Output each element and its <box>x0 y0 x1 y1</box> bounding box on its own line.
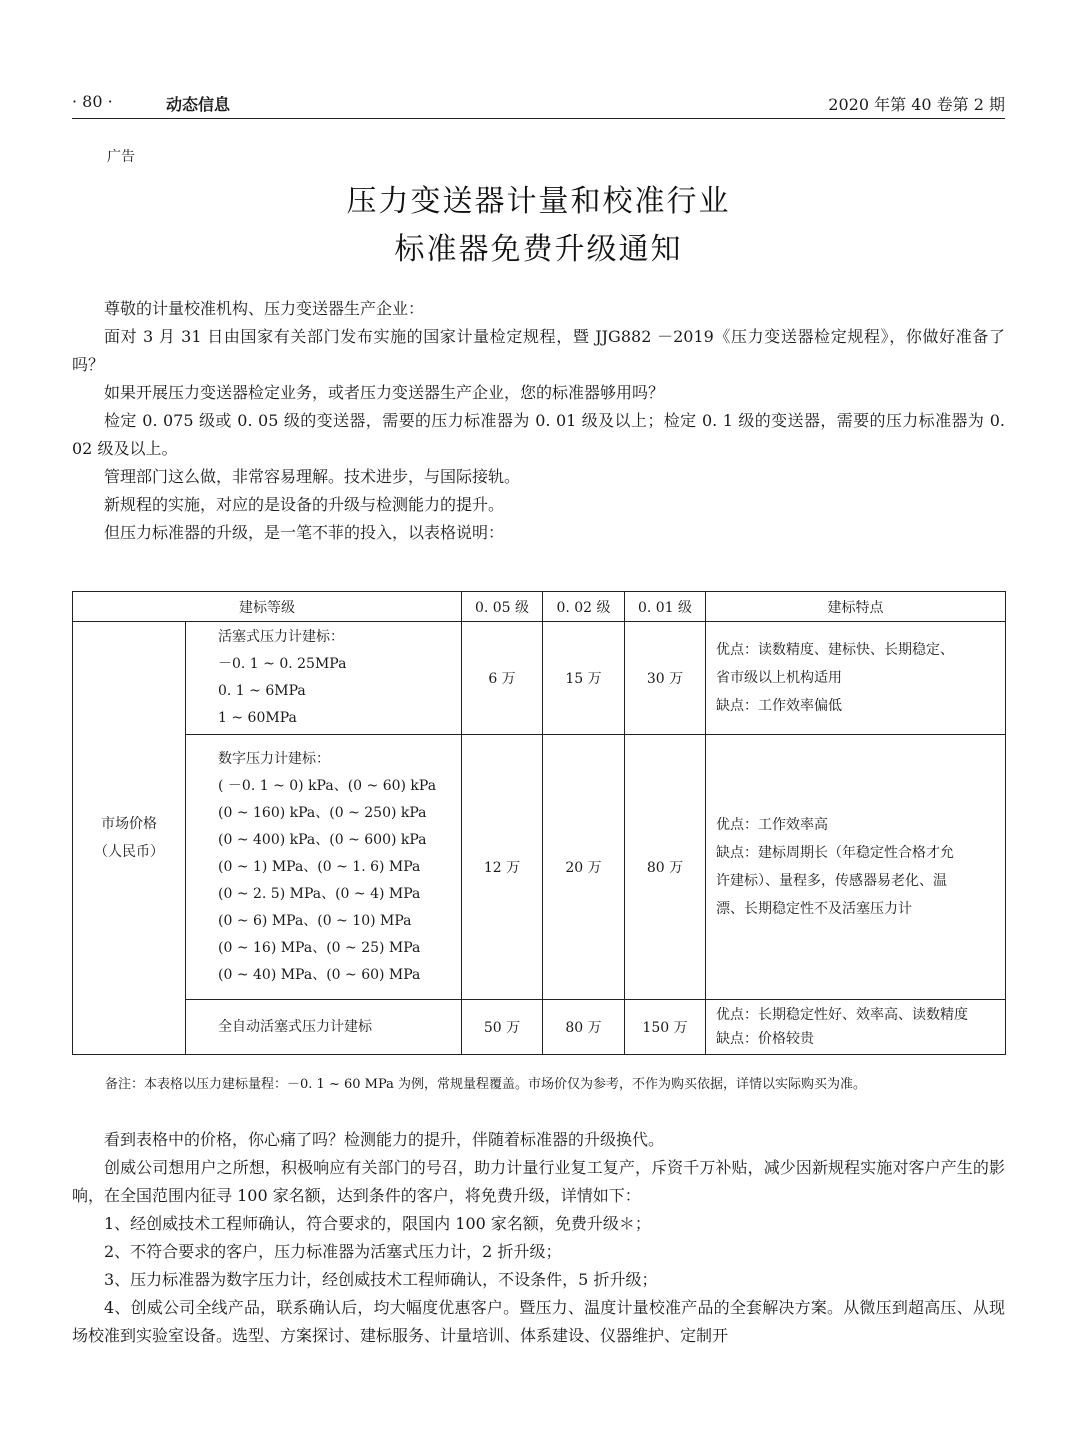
price-cell: 15 万 <box>543 622 625 735</box>
spec-cell: 数字压力计建标： ( －0. 1 ~ 0) kPa、(0 ~ 60) kPa (0 ~ 160) kPa、(0 ~ 250) kPa (0 ~ 400) kPa、(0 ~ 600) kPa (0 ~ 1) MPa、(0 ~ 1. 6) MPa (0 ~ 2. 5) MPa、(0 ~ 4) MPa (0 ~ 6) MPa、(0 ~ 10) MPa (0 ~ 16) MPa、(0 ~ 25) MPa (0 ~ 40) MPa、(0 ~ 60) MPa <box>186 735 462 1000</box>
list-item: 3、压力标准器为数字压力计，经创威技术工程师确认，不设条件，5 折升级； <box>104 1270 658 1289</box>
header-grade-005: 0. 05 级 <box>462 592 543 622</box>
paragraph: 但压力标准器的升级，是一笔不菲的投入，以表格说明： <box>104 523 505 542</box>
price-cell: 20 万 <box>543 735 625 1000</box>
table-row <box>73 735 1006 1000</box>
features-cell: 优点：工作效率高 缺点：建标周期长（年稳定性合格才允 许建标）、量程多，传感器易老化、温 漂、长期稳定性不及活塞压力计 <box>706 735 1006 1000</box>
list-item: 1、经创威技术工程师确认，符合要求的，限国内 100 家名额，免费升级＊； <box>104 1214 651 1233</box>
features-cell: 优点：读数精度、建标快、长期稳定、 省市级以上机构适用 缺点：工作效率偏低 <box>706 622 1006 735</box>
table-row <box>73 1000 1006 1055</box>
price-cell: 6 万 <box>462 622 543 735</box>
price-cell: 30 万 <box>625 622 706 735</box>
header-features: 建标特点 <box>706 592 1006 622</box>
paragraph: 检定 0. 075 级或 0. 05 级的变送器，需要的压力标准器为 0. 01 级及以上；检定 0. 1 级的变送器，需要的压力标准器为 0. 02 级及以上。 <box>72 411 1005 458</box>
header-rule <box>72 118 1005 119</box>
list-item: 2、不符合要求的客户，压力标准器为活塞式压力计，2 折升级； <box>104 1242 562 1261</box>
header-grade-001: 0. 01 级 <box>625 592 706 622</box>
table-note: 备注：本表格以压力建标量程：－0. 1 ~ 60 MPa 为例，常规量程覆盖。市场价仅为参考，不作为购买依据，详情以实际购买为准。 <box>105 1077 866 1092</box>
issue-info: 2020 年第 40 卷第 2 期 <box>828 95 1005 114</box>
ad-tag: 广告 <box>107 149 135 165</box>
page-header <box>72 92 1005 118</box>
page-number: · 80 · <box>72 92 113 111</box>
price-cell: 12 万 <box>462 735 543 1000</box>
list-item: 4、创威公司全线产品，联系确认后，均大幅度优惠客户。暨压力、温度计量校准产品的全套解决方案。从微压到超高压、从现场校准到实验室设备。选型、方案探讨、建标服务、计量培训、体系建设、仪器维护、定制开 <box>72 1298 1005 1345</box>
table-row <box>73 622 1006 735</box>
paragraph: 新规程的实施，对应的是设备的升级与检测能力的提升。 <box>104 495 505 514</box>
paragraph: 面对 3 月 31 日由国家有关部门发布实施的国家计量检定规程，暨 JJG882 －2019《压力变送器检定规程》，你做好准备了吗？ <box>72 327 1005 374</box>
header-grade: 建标等级 <box>73 592 462 622</box>
title-line-1: 压力变送器计量和校准行业 <box>346 184 731 219</box>
body-text <box>72 1126 1005 1350</box>
price-cell: 150 万 <box>625 1000 706 1055</box>
spec-cell: 全自动活塞式压力计建标 <box>186 1000 462 1055</box>
price-cell: 50 万 <box>462 1000 543 1055</box>
paragraph: 看到表格中的价格，你心痛了吗？检测能力的提升，伴随着标准器的升级换代。 <box>104 1130 665 1149</box>
title-line-2: 标准器免费升级通知 <box>394 232 683 267</box>
price-table <box>72 591 1006 1055</box>
header-grade-002: 0. 02 级 <box>543 592 625 622</box>
paragraph: 创威公司想用户之所想，积极响应有关部门的号召，助力计量行业复工复产，斥资千万补贴，减少因新规程实施对客户产生的影响，在全国范围内征寻 100 家名额，达到条件的客户，将免费升级，详情如下： <box>72 1158 1005 1205</box>
features-cell: 优点：长期稳定性好、效率高、读数精度 缺点：价格较贵 <box>706 1000 1006 1055</box>
price-cell: 80 万 <box>625 735 706 1000</box>
paragraph: 管理部门这么做，非常容易理解。技术进步，与国际接轨。 <box>104 467 521 486</box>
market-price-label: 市场价格 （人民币） <box>73 622 186 1055</box>
intro-text <box>72 295 1005 547</box>
section-title: 动态信息 <box>166 95 231 114</box>
price-cell: 80 万 <box>543 1000 625 1055</box>
spec-cell: 活塞式压力计建标： －0. 1 ~ 0. 25MPa 0. 1 ~ 6MPa 1 ~ 60MPa <box>186 622 462 735</box>
paragraph: 如果开展压力变送器检定业务，或者压力变送器生产企业，您的标准器够用吗？ <box>104 383 665 402</box>
salutation: 尊敬的计量校准机构、压力变送器生产企业： <box>104 299 425 318</box>
table-header-row <box>73 592 1006 622</box>
